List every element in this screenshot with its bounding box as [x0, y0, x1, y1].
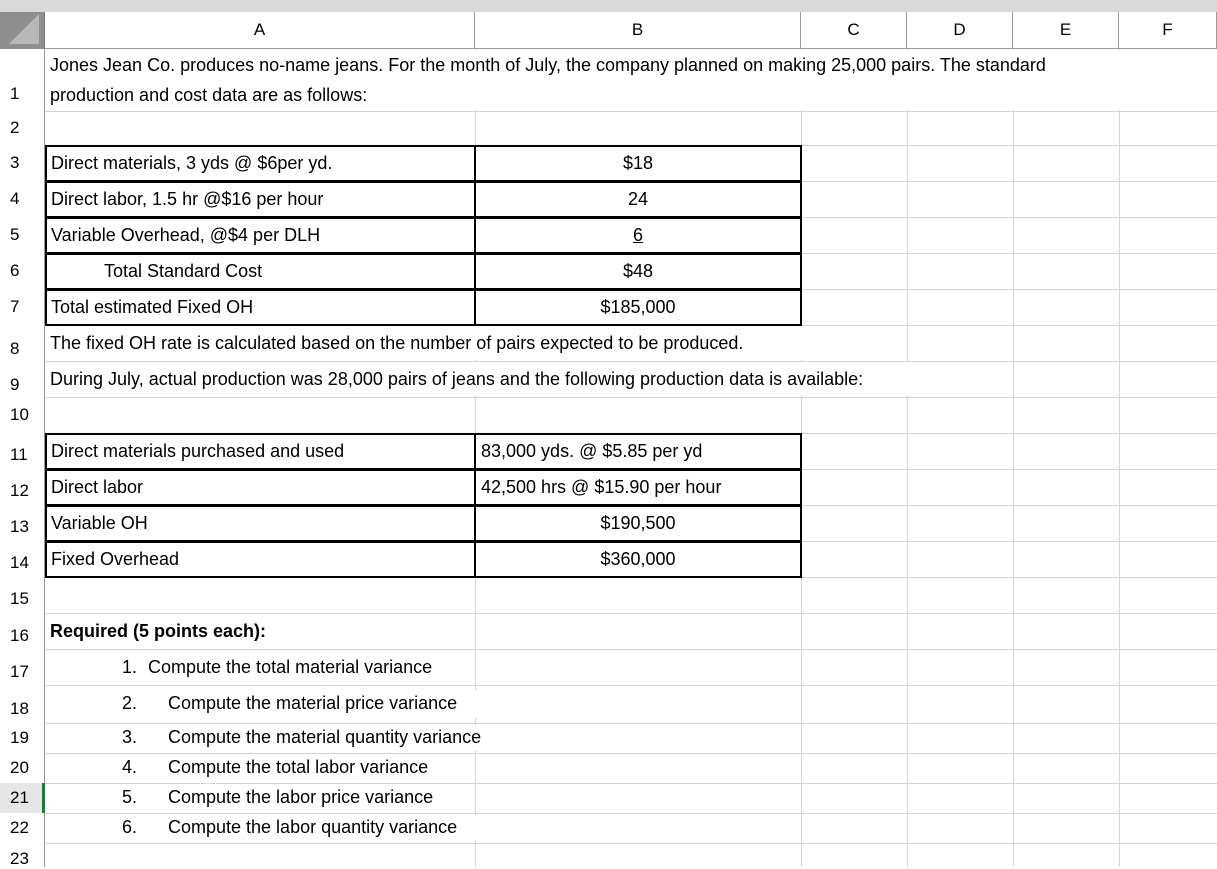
row-header-5[interactable]: 5 [0, 217, 45, 253]
gridline [0, 843, 1217, 844]
std-value-total: $48 [622, 261, 654, 281]
row-header-13[interactable]: 13 [0, 505, 45, 541]
gridline [0, 111, 1217, 112]
gridline [907, 49, 908, 867]
row-header-21[interactable]: 21 [0, 783, 45, 813]
actual-label-labor: Direct labor [51, 477, 144, 497]
actual-value-labor: 42,500 hrs @ $15.90 per hour [481, 477, 722, 497]
required-item-3-text: Compute the material quantity variance [168, 727, 482, 747]
column-header-c[interactable]: C [801, 12, 907, 49]
std-value-fixed-oh: $185,000 [600, 297, 676, 317]
gridline [0, 685, 1217, 686]
required-item-5-text: Compute the labor price variance [168, 787, 434, 807]
intro-line-2: production and cost data are as follows: [50, 85, 368, 105]
std-value-variable-oh-text: 6 [632, 225, 643, 245]
row-header-23[interactable]: 23 [0, 843, 45, 867]
column-header-f[interactable]: F [1119, 12, 1217, 49]
row-header-7[interactable]: 7 [0, 289, 45, 325]
gridline [0, 813, 1217, 814]
gridline [0, 783, 1217, 784]
required-item-1-text: Compute the total material variance [148, 657, 433, 677]
required-item-6-num: 6. [122, 817, 138, 837]
required-item-3-num: 3. [122, 727, 138, 747]
row-header-8[interactable]: 8 [0, 325, 45, 361]
row-header-18[interactable]: 18 [0, 685, 45, 723]
gridline [0, 397, 1217, 398]
required-title: Required (5 points each): [50, 621, 267, 641]
required-item-6-text: Compute the labor quantity variance [168, 817, 458, 837]
row-header-19[interactable]: 19 [0, 723, 45, 753]
std-label-total: Total Standard Cost [104, 261, 263, 281]
row-header-14[interactable]: 14 [0, 541, 45, 577]
gridline [1013, 49, 1014, 867]
gridline [0, 753, 1217, 754]
actual-label-variable-oh: Variable OH [51, 513, 148, 533]
row-header-2[interactable]: 2 [0, 111, 45, 145]
row-header-20[interactable]: 20 [0, 753, 45, 783]
required-item-5-num: 5. [122, 787, 138, 807]
column-header-b[interactable]: B [475, 12, 801, 49]
select-all-button[interactable] [0, 12, 45, 49]
row-header-9[interactable]: 9 [0, 361, 45, 397]
column-header-e[interactable]: E [1013, 12, 1119, 49]
row-header-11[interactable]: 11 [0, 433, 45, 469]
row-header-17[interactable]: 17 [0, 649, 45, 685]
required-item-2-text: Compute the material price variance [168, 693, 458, 713]
column-header-a[interactable]: A [45, 12, 475, 49]
row-header-15[interactable]: 15 [0, 577, 45, 613]
std-label-labor: Direct labor, 1.5 hr @$16 per hour [51, 189, 324, 209]
required-item-2-num: 2. [122, 693, 138, 713]
actual-label-materials: Direct materials purchased and used [51, 441, 345, 461]
gridline [1119, 49, 1120, 867]
gridline [0, 649, 1217, 650]
row-header-22[interactable]: 22 [0, 813, 45, 843]
gridline [0, 613, 1217, 614]
top-strip [0, 0, 1217, 12]
row-header-16[interactable]: 16 [0, 613, 45, 649]
column-header-d[interactable]: D [907, 12, 1013, 49]
required-item-4-num: 4. [122, 757, 138, 777]
std-label-fixed-oh: Total estimated Fixed OH [51, 297, 254, 317]
std-label-variable-oh: Variable Overhead, @$4 per DLH [51, 225, 321, 245]
row-header-12[interactable]: 12 [0, 469, 45, 505]
row-header-6[interactable]: 6 [0, 253, 45, 289]
required-item-1-num: 1. [122, 657, 138, 677]
actual-value-fixed-oh: $360,000 [600, 549, 676, 569]
note-fixed-oh: The fixed OH rate is calculated based on the number of pairs expected to be produced. [50, 333, 744, 353]
actual-value-variable-oh: $190,500 [600, 513, 676, 533]
gridline [0, 723, 1217, 724]
std-value-materials: $18 [622, 153, 654, 173]
row-header-4[interactable]: 4 [0, 181, 45, 217]
intro-line-1: Jones Jean Co. produces no-name jeans. For the month of July, the company planned on making 25,000 pairs. The standard [50, 55, 1046, 75]
std-value-labor: 24 [627, 189, 649, 209]
row-header-10[interactable]: 10 [0, 397, 45, 433]
required-item-4-text: Compute the total labor variance [168, 757, 429, 777]
actual-label-fixed-oh: Fixed Overhead [51, 549, 180, 569]
std-label-materials: Direct materials, 3 yds @ $6per yd. [51, 153, 333, 173]
select-all-triangle-icon [9, 14, 39, 44]
row-header-3[interactable]: 3 [0, 145, 45, 181]
std-value-variable-oh [476, 225, 800, 246]
note-actual: During July, actual production was 28,000 pairs of jeans and the following production data is available: [50, 369, 864, 389]
row-header-1[interactable]: 1 [0, 49, 45, 111]
actual-value-materials: 83,000 yds. @ $5.85 per yd [481, 441, 703, 461]
